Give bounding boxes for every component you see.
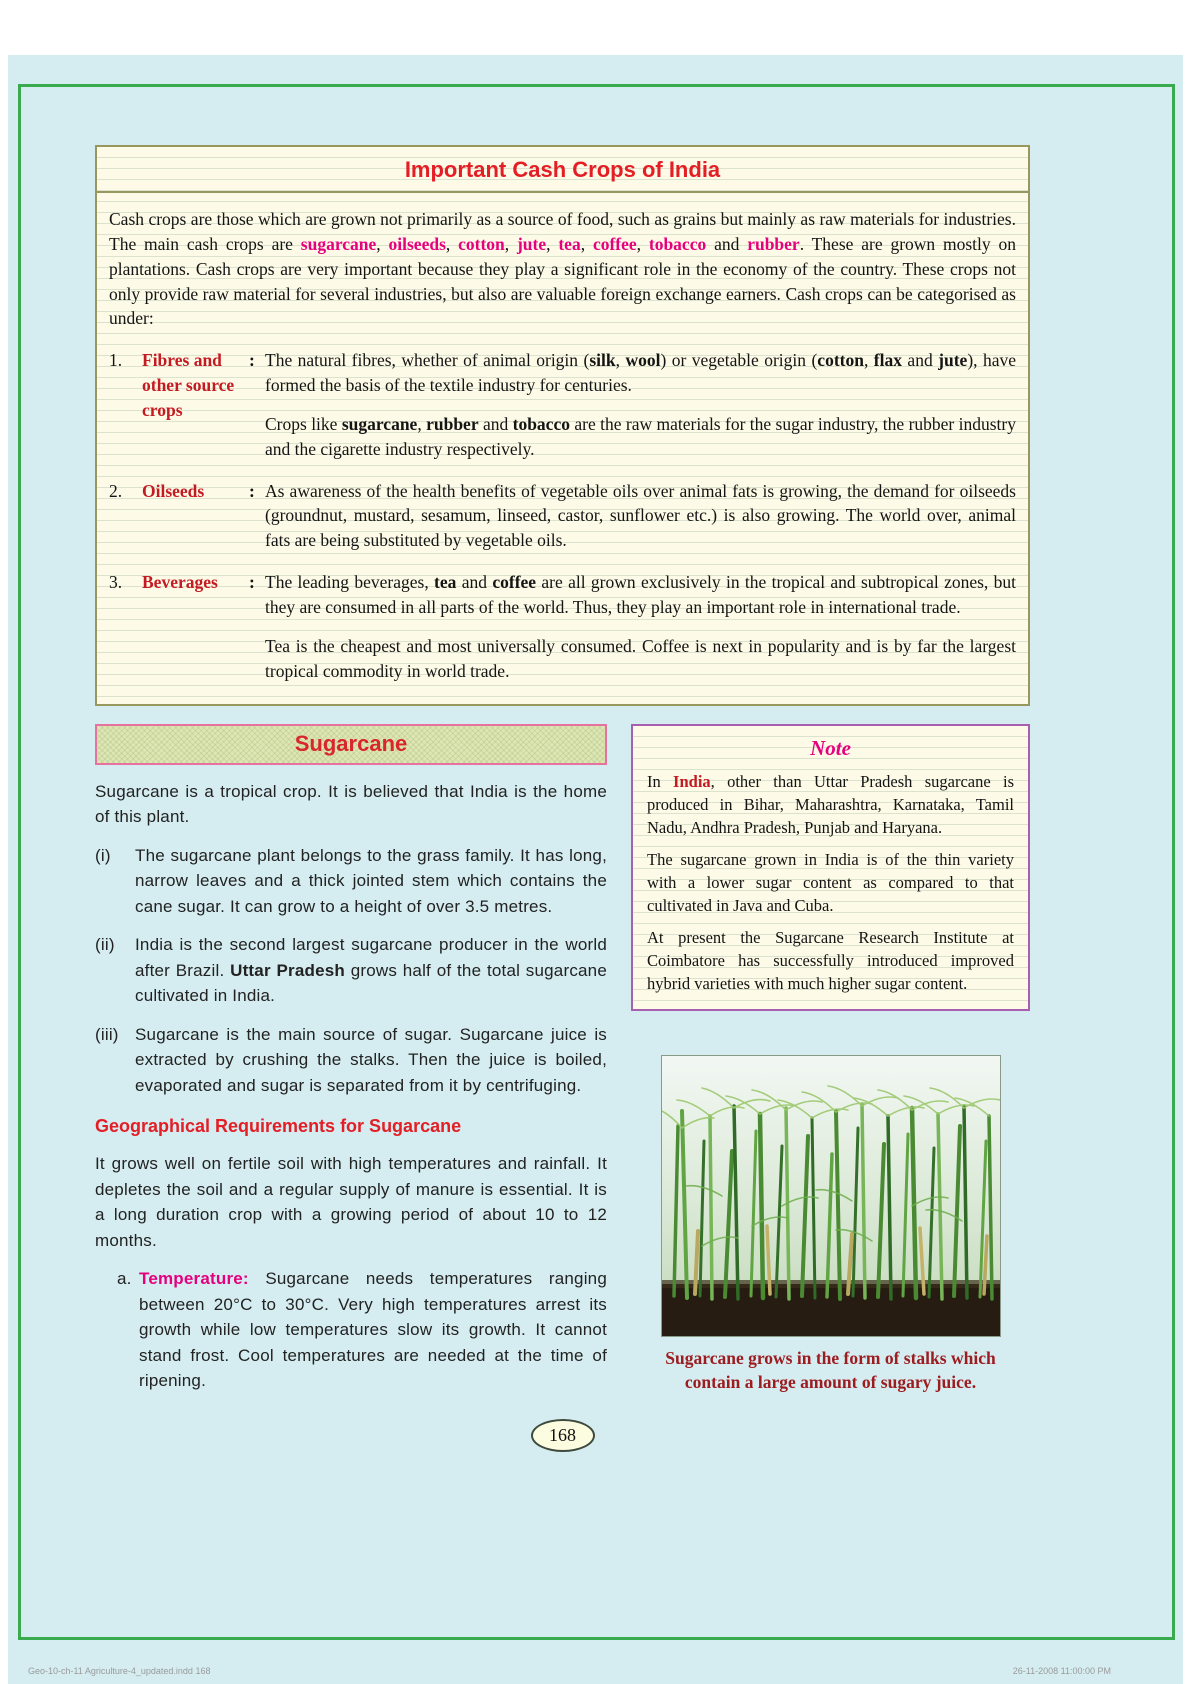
- note-column: [631, 724, 1030, 1395]
- footer-file-name: Geo-10-ch-11 Agriculture-4_updated.indd 168: [28, 1666, 211, 1676]
- figure-caption: Sugarcane grows in the form of stalks which contain a large amount of sugary juice.: [665, 1348, 996, 1392]
- item-number: 3.: [109, 572, 123, 593]
- item-paragraph: As awareness of the health benefits of vegetable oils over animal fats is growing, the demand for oilseeds (groundnut, mustard, sesamum, linseed, castor, sunflower etc.) is also growing. The world over, animal fats are being substituted by vegetable oils.: [265, 480, 1016, 551]
- point-text: India is the second largest sugarcane producer in the world after Brazil. Uttar Pradesh grows half of the total sugarcane cultivated in India.: [135, 935, 607, 1005]
- temperature-point: [95, 1266, 607, 1394]
- geographical-requirements-heading: Geographical Requirements for Sugarcane: [95, 1116, 462, 1136]
- sugarcane-heading-banner: [95, 724, 607, 765]
- item-paragraph: Tea is the cheapest and most universally consumed. Coffee is next in popularity and is by far the largest tropical commodity in world trade.: [265, 635, 1016, 681]
- sub-point-letter: a.: [117, 1269, 132, 1288]
- item-label: Oilseeds: [142, 480, 205, 501]
- point-number: (iii): [95, 1024, 119, 1044]
- temperature-text: Temperature: Sugarcane needs temperatures ranging between 20°C to 30°C. Very high temperatures arrest its growth while low temperatures slow its growth. It cannot stand frost. Cool temperatures are needed at the time of ripening.: [139, 1269, 607, 1390]
- sugarcane-field-illustration: [662, 1056, 1000, 1336]
- sugarcane-intro: Sugarcane is a tropical crop. It is believed that India is the home of this plant.: [95, 781, 607, 826]
- page-title: Important Cash Crops of India: [97, 147, 1028, 193]
- note-title: Note: [810, 735, 851, 760]
- item-label: Beverages: [142, 572, 218, 593]
- item-number: 1.: [109, 350, 123, 371]
- list-item-fibres: [109, 348, 1016, 461]
- item-text: [265, 479, 1016, 554]
- page-number-container: [95, 1419, 1030, 1452]
- intro-paragraph: Cash crops are those which are grown not primarily as a source of food, such as grains but mainly as raw materials for industries. The main cash crops are sugarcane, oilseeds, cotton, jute, tea, coffee, tobacco and rubber. These are grown mostly on plantations. Cash crops are very important because they play a significant role in the economy of the country. These crops not only provide raw material for several industries, but also are valuable foreign exchange earners. Cash crops can be categorised as under:: [109, 209, 1016, 329]
- item-paragraph: The natural fibres, whether of animal origin (silk, wool) or vegetable origin (cotton, flax and jute), have formed the basis of the textile industry for centuries.: [265, 350, 1016, 396]
- item-label: Fibres and other source crops: [142, 350, 235, 420]
- item-colon: :: [249, 350, 255, 371]
- sugarcane-column: [95, 724, 607, 1394]
- point-number: (i): [95, 845, 111, 865]
- sugarcane-figure: [631, 1055, 1030, 1394]
- sugarcane-point-ii: [95, 932, 607, 1009]
- item-paragraph: The leading beverages, tea and coffee are all grown exclusively in the tropical and subtropical zones, but they are consumed in all parts of the world. Thus, they play an important role in international trade.: [265, 572, 1016, 617]
- note-paragraph: In India, other than Uttar Pradesh sugarcane is produced in Bihar, Maharashtra, Karnataka, Tamil Nadu, Andhra Pradesh, Punjab and Haryana.: [647, 771, 1014, 837]
- point-number: (ii): [95, 935, 115, 954]
- point-text: The sugarcane plant belongs to the grass family. It has long, narrow leaves and a thick jointed stem which contains the cane sugar. It can grow to a height of over 3.5 metres.: [135, 845, 607, 916]
- note-box: [631, 724, 1030, 1012]
- sugarcane-heading: Sugarcane: [294, 730, 408, 756]
- sugarcane-photo: [661, 1055, 1001, 1337]
- sugarcane-point-iii: [95, 1022, 607, 1099]
- item-text: [265, 348, 1016, 461]
- item-colon: :: [249, 572, 255, 593]
- item-number: 2.: [109, 480, 123, 501]
- note-paragraph: The sugarcane grown in India is of the thin variety with a lower sugar content as compared to that cultivated in Java and Cuba.: [647, 849, 1014, 915]
- page-content: [95, 145, 1030, 1452]
- item-paragraph: Crops like sugarcane, rubber and tobacco are the raw materials for the sugar industry, the rubber industry and the cigarette industry respectively.: [265, 413, 1016, 459]
- list-item-oilseeds: [109, 479, 1016, 554]
- two-column-section: [95, 724, 1030, 1395]
- sugarcane-point-i: [95, 843, 607, 920]
- cash-crops-body: [97, 193, 1028, 704]
- note-paragraph: At present the Sugarcane Research Institute at Coimbatore has successfully introduced improved hybrid varieties with much higher sugar content.: [647, 928, 1014, 994]
- cash-crops-box: [95, 145, 1030, 706]
- page-number: 168: [531, 1419, 595, 1452]
- item-colon: :: [249, 480, 255, 501]
- footer-timestamp: 26-11-2008 11:00:00 PM: [1012, 1666, 1111, 1676]
- list-item-beverages: [109, 570, 1016, 683]
- item-text: [265, 570, 1016, 683]
- geographical-requirements-paragraph: It grows well on fertile soil with high temperatures and rainfall. It depletes the soil and a regular supply of manure is essential. It is a long duration crop with a growing period of about 10 to 12 months.: [95, 1154, 607, 1250]
- point-text: Sugarcane is the main source of sugar. Sugarcane juice is extracted by crushing the stalks. Then the juice is boiled, evaporated and sugar is separated from it by centrifuging.: [135, 1024, 607, 1095]
